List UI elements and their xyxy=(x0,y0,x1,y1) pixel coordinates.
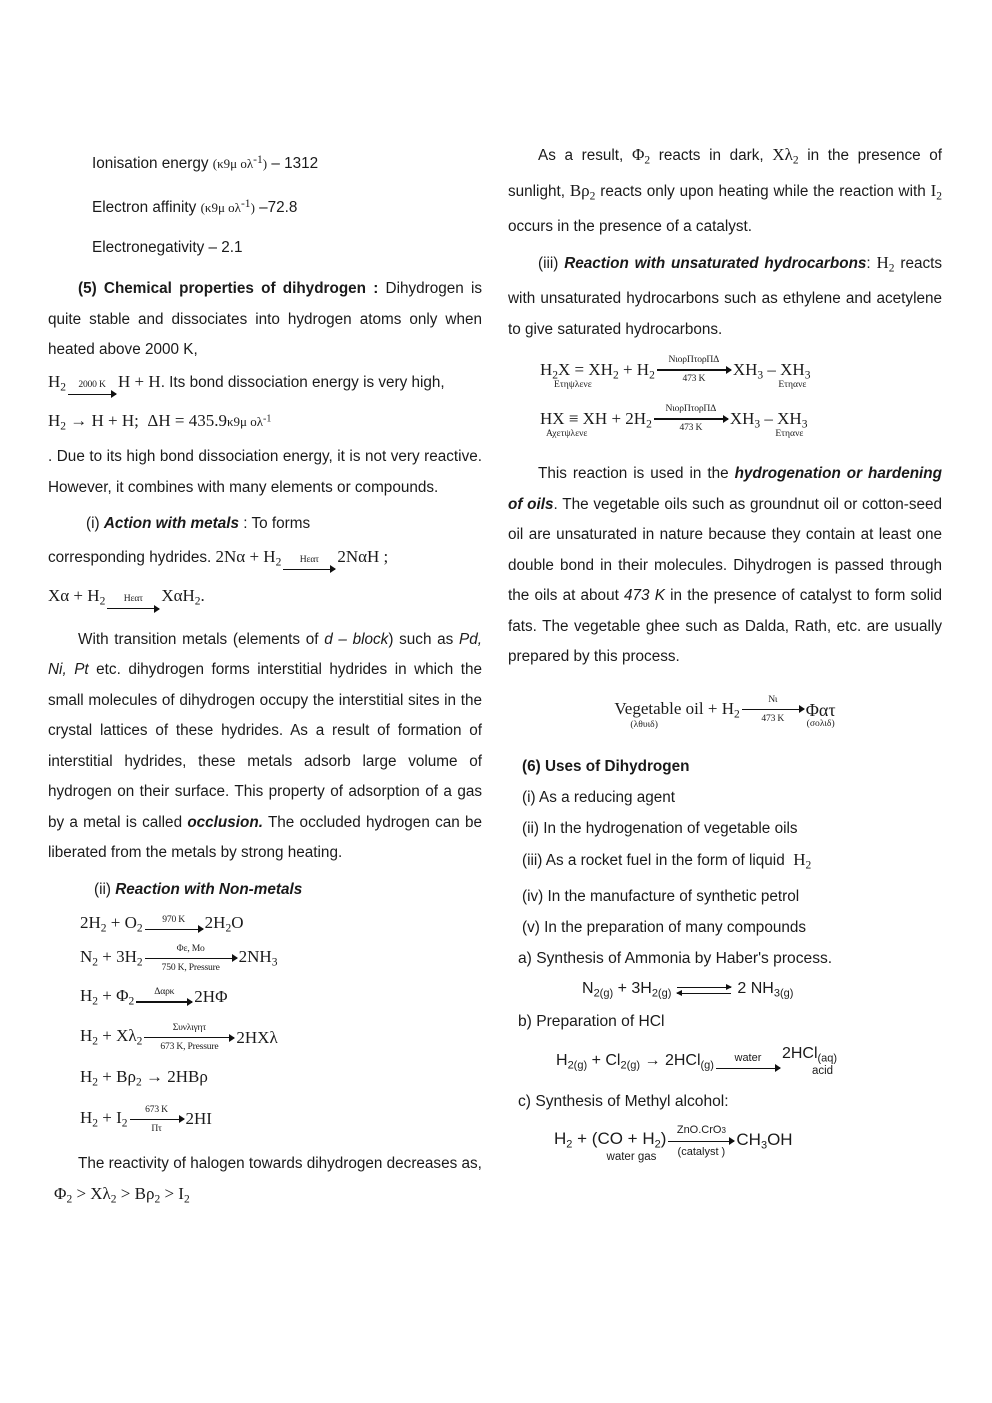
formula-liquid-h2: $H_2$ xyxy=(788,849,812,872)
occlusion-term: occlusion. xyxy=(187,813,263,831)
hydrocarbon-equations xyxy=(508,355,942,444)
formula-h2: $H_2$ xyxy=(876,253,895,275)
equation-hydrogen-fluoride: $H_2 + \Phi_2$ Δαρκ 2HΦ xyxy=(80,985,228,1008)
reactivity-text: The reactivity of halogen towards dihydrogen decreases as, xyxy=(78,1154,482,1172)
reaction-arrow-icon: 970 K xyxy=(145,915,203,934)
reaction-arrow-icon: 2000 K xyxy=(68,380,116,399)
two-column-layout xyxy=(48,140,944,1215)
equation-hcl-preparation: $H_{2(g)} + Cl_{2(g)} \to 2HCl_{(g)}$ water 2HCl$_{(aq)}$ acid xyxy=(556,1045,838,1077)
sub-ii-heading: Reaction with Non-metals xyxy=(115,880,303,898)
hydrogenation-paragraph: This reaction is used in the hydrogenation or hardening of oils. The vegetable oils such as groundnut oil or cotton-seed oil are unsaturated in nature because they contain at least one double bond in their molecules. Dihydrogen is passed through the oils at about 473 K in the presence of catalyst to form solid fats. The vegetable ghee such as Dalda, Rath, etc. are usually prepared by this process. xyxy=(508,465,942,666)
equation-sodium-hydride: $2N\alpha + H_2$ Ηεατ 2NαH ; xyxy=(216,547,389,566)
reaction-arrow-icon: water xyxy=(716,1052,780,1073)
ethane-label: Ετηανε xyxy=(778,379,807,391)
solid-label: (σολιδ) xyxy=(806,717,835,729)
equation-hydrogen-bromide: $H_2 + B\rho_2 \to 2HB\rho$ xyxy=(80,1067,208,1089)
reactivity-paragraph xyxy=(48,1149,482,1215)
formula-cl2: $X\lambda_2$ xyxy=(772,145,799,167)
metals-italic: Pd, Ni, Pt xyxy=(48,630,483,679)
hydrogenation-term: hydrogenation or hardening of oils xyxy=(508,465,942,513)
equation-ethylene-hydrogenation: $H_2X = XH_2 + H_2$ Ετηψλενε ΝιορΠτορΠΔ 473 K $XH_3 - XH_3$ Ετηανε xyxy=(540,354,811,391)
reaction-arrow-icon: ΝιορΠτορΠΔ 473 K xyxy=(654,404,728,433)
sub-i-heading-tail: : To forms xyxy=(243,515,311,533)
temperature-473k: 473 K xyxy=(624,587,665,605)
item-a-ammonia: a) Synthesis of Ammonia by Haber's process. xyxy=(518,950,833,968)
liquid-label: (λθυιδ) xyxy=(630,718,658,730)
reaction-arrow-icon: 673 K Πτ xyxy=(130,1105,184,1134)
electronegativity-label: Electronegativity xyxy=(92,239,205,257)
result-paragraph: As a result, $\Phi_2$ reacts in dark, $X\lambda_2$ in the presence of sunlight, $B\rho_2$ reacts only upon heating while the reaction with $I_2$ occurs in the presence of a catalyst. xyxy=(508,145,943,235)
sub-ii-number: (ii) xyxy=(94,880,111,898)
section-5-text-2: . Its bond dissociation energy is very high, xyxy=(160,373,445,391)
equation-methyl-alcohol-synthesis: $H_2 + (CO + H_2)$ water gas ZnO.CrO3 (catalyst ) $CH_3OH$ xyxy=(554,1123,793,1163)
reaction-arrow-icon: Δαρκ xyxy=(136,987,192,1006)
sub-i-text: corresponding hydrides. xyxy=(48,548,212,566)
sub-iii-heading: Reaction with unsaturated hydrocarbons xyxy=(564,255,867,273)
use-item-4: (iv) In the manufacture of synthetic petrol xyxy=(522,888,800,906)
reaction-arrow-icon: ZnO.CrO3 (catalyst ) xyxy=(668,1124,734,1158)
use-item-1: (i) As a reducing agent xyxy=(522,788,676,806)
sub-i-heading: Action with metals xyxy=(103,515,239,533)
section-5-text-1: Dihydrogen is quite stable and dissociates into hydrogen atoms only when heated above 2000 K, xyxy=(48,280,483,359)
sub-iii-paragraph xyxy=(508,248,942,345)
equation-vegetable-oil-hydrogenation: Vegetable oil + $H_2$ (λθυιδ) Νι 473 K Φατ (σολιδ) xyxy=(614,693,836,730)
property-line-electronegativity xyxy=(48,228,482,268)
equation-hydrogen-iodide: $H_2 + I_2$ 673 K Πτ 2HI xyxy=(80,1103,212,1134)
d-block-italic: d – block xyxy=(324,630,389,648)
reaction-arrow-icon: Ηεατ xyxy=(283,555,335,574)
use-item-2: (ii) In the hydrogenation of vegetable oils xyxy=(522,819,798,837)
reactivity-series: $\Phi_2 > X\lambda_2 > B\rho_2 > I_2$ xyxy=(54,1184,190,1206)
left-column xyxy=(48,140,482,1215)
equation-dissociation: $H_2$ 2000 K H + H xyxy=(48,372,161,391)
formula-i2: $I_2$ xyxy=(930,180,942,203)
electronegativity-value: – 2.1 xyxy=(208,239,243,257)
reaction-arrow-icon: Ηεατ xyxy=(107,594,159,613)
equation-bond-dissociation: $H_2 \to H + H$; ΔH = 435.9κ9μ $o\lambda^{-1}$ xyxy=(48,410,272,433)
sub-i-heading-line xyxy=(48,509,482,540)
equation-dissociation-line xyxy=(48,366,482,403)
acetylene-label: Αχετψλενε xyxy=(546,428,588,440)
equation-calcium-hydride: $X\alpha + H_2$ Ηεατ XαH$_2$. xyxy=(48,586,205,605)
electron-affinity-value: –72.8 xyxy=(259,199,298,217)
non-metal-equations xyxy=(48,914,482,1134)
equation-water: $2H_2 + O_2$ 970 K $2H_2O$ xyxy=(80,913,244,935)
sub-ii-heading-line xyxy=(48,875,482,906)
formula-br2: $B\rho_2$ xyxy=(569,180,596,203)
transition-metals-paragraph: With transition metals (elements of d – block) such as Pd, Ni, Pt etc. dihydrogen forms interstitial hydrides in which the small molecules of dihydrogen occupy the interstitial sites in the crystal lattices of these hydrides. As a result of formation of interstitial hydrides, these metals adsorb large volume of hydrogen on their surface. This property of adsorption of a gas by a metal is called occlusion. The occluded hydrogen can be liberated from the metals by strong heating. xyxy=(48,630,483,862)
reaction-arrow-icon: Συνλιγητ 673 K, Pressure xyxy=(144,1023,234,1052)
sub-iii-number: (iii) xyxy=(538,255,559,273)
property-line-electron-affinity xyxy=(48,184,482,228)
sub-iii-text: reacts with unsaturated hydrocarbons such as ethylene and acetylene to give saturated hydrocarbons. xyxy=(508,255,943,338)
ionisation-energy-value: – 1312 xyxy=(271,155,319,173)
formula-f2: $\Phi_2$ xyxy=(631,145,651,167)
catalyst-zno-cro3: ZnO.CrO3 xyxy=(676,1123,726,1136)
sub-iii-heading-tail: : xyxy=(866,255,871,273)
reaction-arrow-icon: Νι 473 K xyxy=(742,695,804,724)
acid-label: acid xyxy=(811,1064,834,1077)
electron-affinity-label: Electron affinity xyxy=(92,199,197,217)
section-5-paragraph xyxy=(48,274,482,366)
reaction-arrow-icon: Φε, Μο 750 K, Pressure xyxy=(145,944,237,973)
ionisation-energy-label: Ionisation energy xyxy=(92,155,209,173)
sub-i-text-line xyxy=(48,540,482,579)
section-5-heading: (5) Chemical properties of dihydrogen : xyxy=(78,280,379,298)
reaction-arrow-icon: ΝιορΠτορΠΔ 473 K xyxy=(657,355,731,384)
equation-acetylene-hydrogenation: HX ≡ XH + $2H_2$ Αχετψλενε ΝιορΠτορΠΔ 473 K $XH_3 - XH_3$ Ετηανε xyxy=(540,403,808,440)
equilibrium-arrow-icon xyxy=(677,984,731,998)
ethylene-label: Ετηψλενε xyxy=(554,379,592,391)
property-line-ionisation-energy xyxy=(48,140,482,184)
sub-i-number: (i) xyxy=(86,515,100,533)
section-5-text-3: . Due to its high bond dissociation energy, it is not very reactive. However, it combines with many elements or compounds. xyxy=(48,448,482,496)
use-item-3: (iii) As a rocket fuel in the form of liquid $H_2$ xyxy=(522,849,812,872)
water-gas-label: water gas xyxy=(606,1150,657,1163)
ionisation-energy-unit: (κ9μ ολ-1) xyxy=(212,154,268,172)
equation-ammonia-haber: $N_2 + 3H_2$ Φε, Μο 750 K, Pressure $2NH_3$ xyxy=(80,942,278,973)
right-column xyxy=(508,140,942,1176)
ethane-label: Ετηανε xyxy=(775,428,804,440)
equation-bde-line xyxy=(48,403,482,442)
item-c-methyl-alcohol: c) Synthesis of Methyl alcohol: xyxy=(518,1092,729,1110)
use-item-5: (v) In the preparation of many compounds xyxy=(522,919,806,937)
equation-hydrogen-chloride: $H_2 + X\lambda_2$ Συνλιγητ 673 K, Pressure 2HΧλ xyxy=(80,1022,278,1053)
electron-affinity-unit: (κ9μ ολ-1) xyxy=(200,198,255,216)
equation-calcium-hydride-line xyxy=(48,579,482,618)
section-6-heading: (6) Uses of Dihydrogen xyxy=(522,757,690,775)
item-b-hcl: b) Preparation of HCl xyxy=(518,1013,665,1031)
equation-ammonia-synthesis: $N_{2(g)} + 3H_{2(g)}$ 2 $NH_{3(g)}$ xyxy=(582,980,794,1000)
